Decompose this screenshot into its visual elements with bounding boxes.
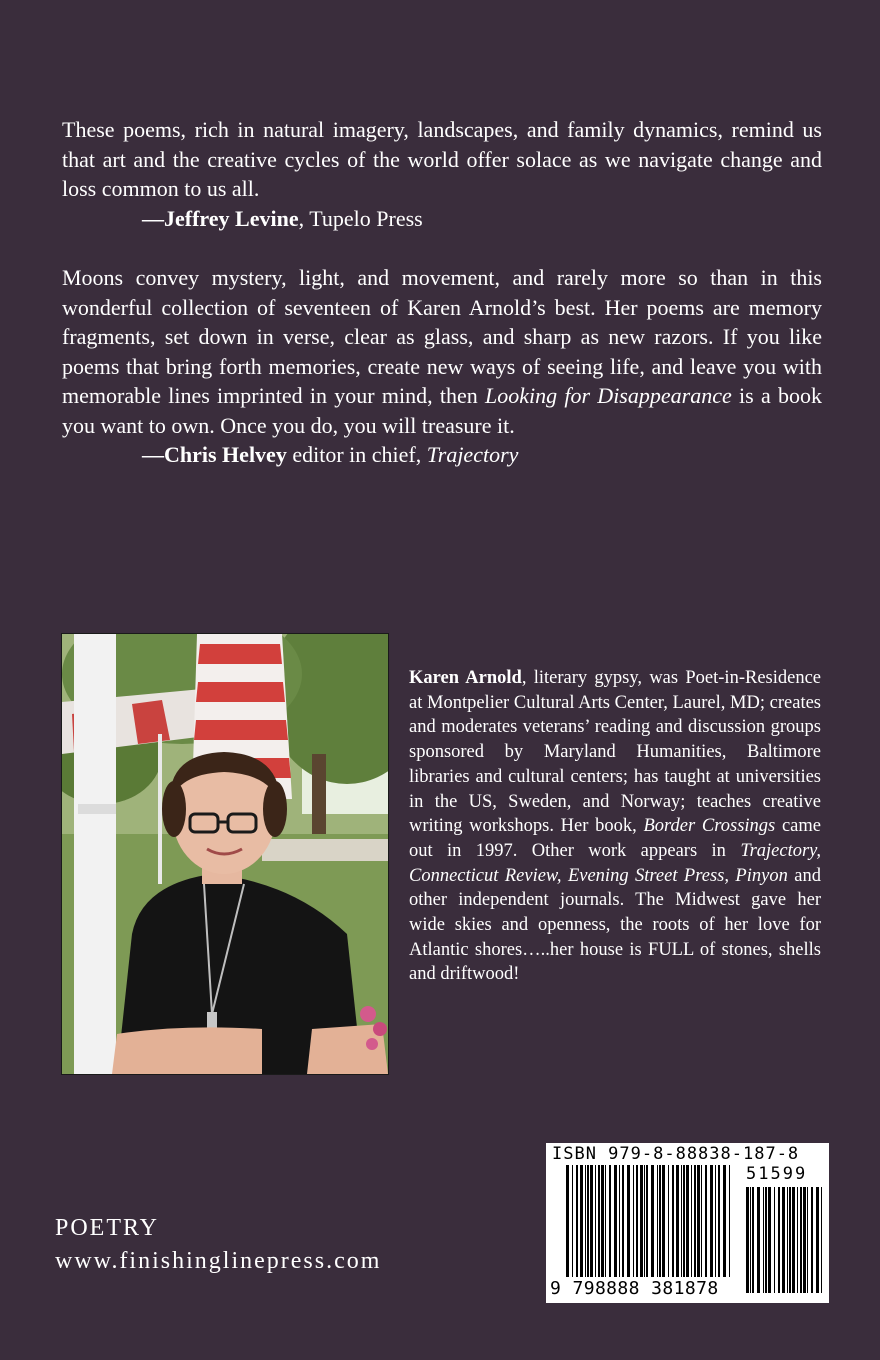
isbn-barcode (546, 1143, 829, 1303)
blurb-helvey-attribution (62, 440, 822, 470)
bio-journals: Trajectory, Connecticut Review, Evening Street Press, Pinyon (409, 840, 821, 886)
blurb-helvey-text-a: Moons convey mystery, light, and movement, and rarely more so than in this wonderful collection of seventeen of Karen Arnold’s best. Her poems are memory fragments, set down in verse, clear as glass, and sharp as new razors. If you like poems that bring forth memories, create new ways of seeing life, and leave you with memorable lines imprinted in your mind, then (62, 265, 822, 408)
author-bio (409, 666, 821, 987)
author-photo-illustration (62, 634, 388, 1074)
category-label: POETRY (55, 1215, 160, 1241)
bio-text-b: came out in 1997. Other work appears in (409, 816, 821, 861)
bio-book-title: Border Crossings (643, 816, 776, 837)
blurb-helvey-text-b: is a book you want to own. Once you do, you will treasure it. (62, 383, 822, 438)
attribution-journal: Trajectory (426, 442, 519, 467)
attribution-role: editor in chief, (286, 442, 427, 467)
attribution-name: Jeffrey Levine (164, 205, 299, 231)
publisher-website: www.finishinglinepress.com (55, 1248, 382, 1274)
blurb-levine (62, 115, 822, 233)
book-title: Looking for Disappearance (484, 383, 732, 408)
bio-text-a: , literary gypsy, was Poet-in-Residence at Montpelier Cultural Arts Center, Laurel, MD; creates and moderates veterans’ reading and discussion groups sponsored by Maryland Humanities, Baltimore libraries and cultural centers; has taught at universities in the US, Sweden, and Norway; teaches creative writing workshops. Her book, (409, 668, 821, 837)
blurb-levine-attribution (62, 204, 822, 234)
author-name: Karen Arnold (409, 668, 522, 688)
attribution-dash: — (142, 205, 164, 231)
footer (55, 1212, 381, 1278)
blurb-helvey (62, 263, 822, 470)
barcode-digits: 9 798888 381878 (550, 1278, 719, 1299)
author-photo (61, 633, 389, 1075)
blurb-levine-text: These poems, rich in natural imagery, landscapes, and family dynamics, remind us that art and the creative cycles of the world offer solace as we navigate change and loss common to us all. (62, 117, 822, 201)
attribution-dash: — (142, 442, 164, 467)
author-bio-text (409, 666, 821, 987)
blurb-helvey-text (62, 263, 822, 440)
isbn-text: ISBN 979-8-88838-187-8 (552, 1144, 800, 1164)
price-code: 51599 (746, 1164, 808, 1184)
attribution-name: Chris Helvey (164, 442, 287, 467)
bio-text-c: and other independent journals. The Midwest gave her wide skies and openness, the roots of her love for Atlantic shores…..her house is FULL of stones, shells and driftwood! (409, 865, 821, 985)
attribution-publisher: , Tupelo Press (298, 205, 423, 231)
